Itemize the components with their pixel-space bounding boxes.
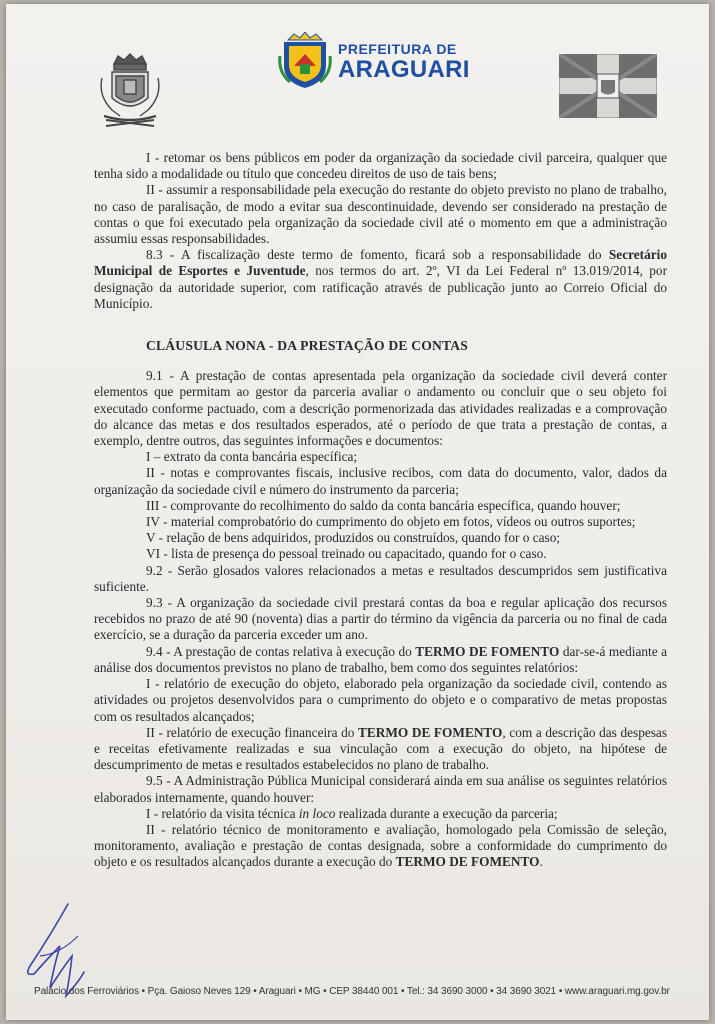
municipal-flag-icon <box>559 54 657 118</box>
paragraph-9-2: 9.2 - Serão glosados valores relacionados a metas e resultados descumpridos sem justificativa suficiente. <box>94 562 667 594</box>
araguari-shield-logo-icon <box>278 32 332 90</box>
p83-secretary: Secretário Municipal de Esportes e Juventude <box>94 247 667 279</box>
p95ii-text-end: . <box>539 854 543 870</box>
city-logo <box>278 32 470 94</box>
paragraph-9-5: 9.5 - A Administração Pública Municipal considerará ainda em sua análise os seguintes relatórios elaborados internamente, quando houver: <box>94 773 667 805</box>
p94-termo: TERMO DE FOMENTO <box>415 643 560 659</box>
clause-heading: CLÁUSULA NONA - DA PRESTAÇÃO DE CONTAS <box>146 338 469 354</box>
list-item-9-1-ii: II - notas e comprovantes fiscais, inclusive recibos, com data do documento, valor, dados da organização da sociedade civil e número do instrumento da parceria; <box>94 465 667 497</box>
paragraph-9-3: 9.3 - A organização da sociedade civil prestará contas da boa e regular aplicação dos recursos recebidos no prazo de até 90 (noventa) dias a partir do término da vigência da parceria ou no final de cada exercício, se a duração da parceria exceder um ano. <box>94 595 667 643</box>
paragraph-item-ii: II - assumir a responsabilidade pela execução do restante do objeto previsto no plano de trabalho, no caso de paralisação, de modo a evitar sua descontinuidade, devendo ser considerado na prestação de contas o que foi executado pela organização da sociedade civil até o momento em que a administração assumiu essas responsabilidades. <box>94 182 667 247</box>
list-item-9-1-iv: IV - material comprobatório do cumprimento do objeto em fotos, vídeos ou outros suportes; <box>146 514 636 530</box>
p95i-in-loco: in loco <box>298 805 336 821</box>
p94ii-text-end: , com a descrição das despesas e receitas efetivamente realizadas e sua vinculação com a execução do objeto, na hipótese de descumprimento de metas e resultados estabelecidos no plano de trabalho. <box>94 724 667 773</box>
list-item-9-5-i <box>94 806 667 822</box>
document-body <box>94 150 667 871</box>
list-item-9-1-i: I – extrato da conta bancária específica; <box>146 449 358 465</box>
list-item-9-4-ii <box>94 725 667 774</box>
paragraph-item-i: I - retomar os bens públicos em poder da organização da sociedade civil parceira, qualquer que tenha sido a modalidade ou título que concedeu direitos de uso de tais bens; <box>94 150 667 182</box>
paragraph-8-3 <box>94 247 667 312</box>
letterhead <box>6 4 709 144</box>
list-item-9-1-vi: VI - lista de presença do pessoal treinado ou capacitado, quando for o caso. <box>146 546 547 562</box>
list-item-9-1-v: V - relação de bens adquiridos, produzidos ou construídos, quando for o caso; <box>146 530 561 546</box>
p94ii-termo: TERMO DE FOMENTO <box>358 724 503 740</box>
footer-address: Palácio dos Ferroviários • Pça. Gaioso Neves 129 • Araguari • MG • CEP 38440 001 • Tel.: 34 3690 3000 • 34 3690 3021 • www.araguari.mg.gov.br <box>34 986 670 997</box>
p83-text: 8.3 - A fiscalização deste termo de fomento, ficará sob a responsabilidade do <box>146 247 609 263</box>
p95i-text: I - relatório da visita técnica <box>146 805 299 821</box>
municipal-crest-icon <box>94 50 166 132</box>
paragraph-9-4 <box>94 644 667 676</box>
list-item-9-4-i: I - relatório de execução do objeto, elaborado pela organização da sociedade civil, contendo as atividades ou projetos desenvolvidos para o cumprimento do objeto e o comparativo de metas propostas com os resultados alcançados; <box>94 676 667 724</box>
p83-text-end: , nos termos do art. 2º, VI da Lei Federal nº 13.019/2014, por designação da autoridade superior, com ratificação através de publicação junto ao Correio Oficial do Município. <box>94 263 667 311</box>
p94-text: 9.4 - A prestação de contas relativa à execução do <box>146 643 416 659</box>
document-page <box>6 4 709 1020</box>
p94-text-end: dar-se-á mediante a análise dos documentos previstos no plano de trabalho, bem como dos seguintes relatórios: <box>94 643 668 675</box>
p94ii-text: II - relatório de execução financeira do <box>146 724 359 740</box>
list-item-9-1-iii: III - comprovante do recolhimento do saldo da conta bancária específica, quando houver; <box>146 497 621 513</box>
p95ii-termo: TERMO DE FOMENTO <box>395 854 540 870</box>
p95i-text-end: realizada durante a execução da parceria; <box>335 805 558 821</box>
p95ii-text: II - relatório técnico de monitoramento e avaliação, homologado pela Comissão de seleção, monitoramento, avaliação e prestação de contas designada, sobre a conformidade do cumprimento do objeto e os resultados alcançados durante a execução do <box>94 821 667 870</box>
logo-city-name: ARAGUARI <box>338 56 470 83</box>
logo-line1: PREFEITURA DE <box>338 41 457 57</box>
list-item-9-5-ii <box>94 822 667 871</box>
paragraph-9-1: 9.1 - A prestação de contas apresentada pela organização da sociedade civil deverá conter elementos que permitam ao gestor da parceria avaliar o andamento ou concluir que o seu objeto foi executado conforme pactuado, com a descrição pormenorizada das atividades realizadas e a comprovação do alcance das metas e dos resultados esperados, até o período de que trata a prestação de contas, a exemplo, dentre outros, das seguintes informações e documentos: <box>94 368 667 449</box>
